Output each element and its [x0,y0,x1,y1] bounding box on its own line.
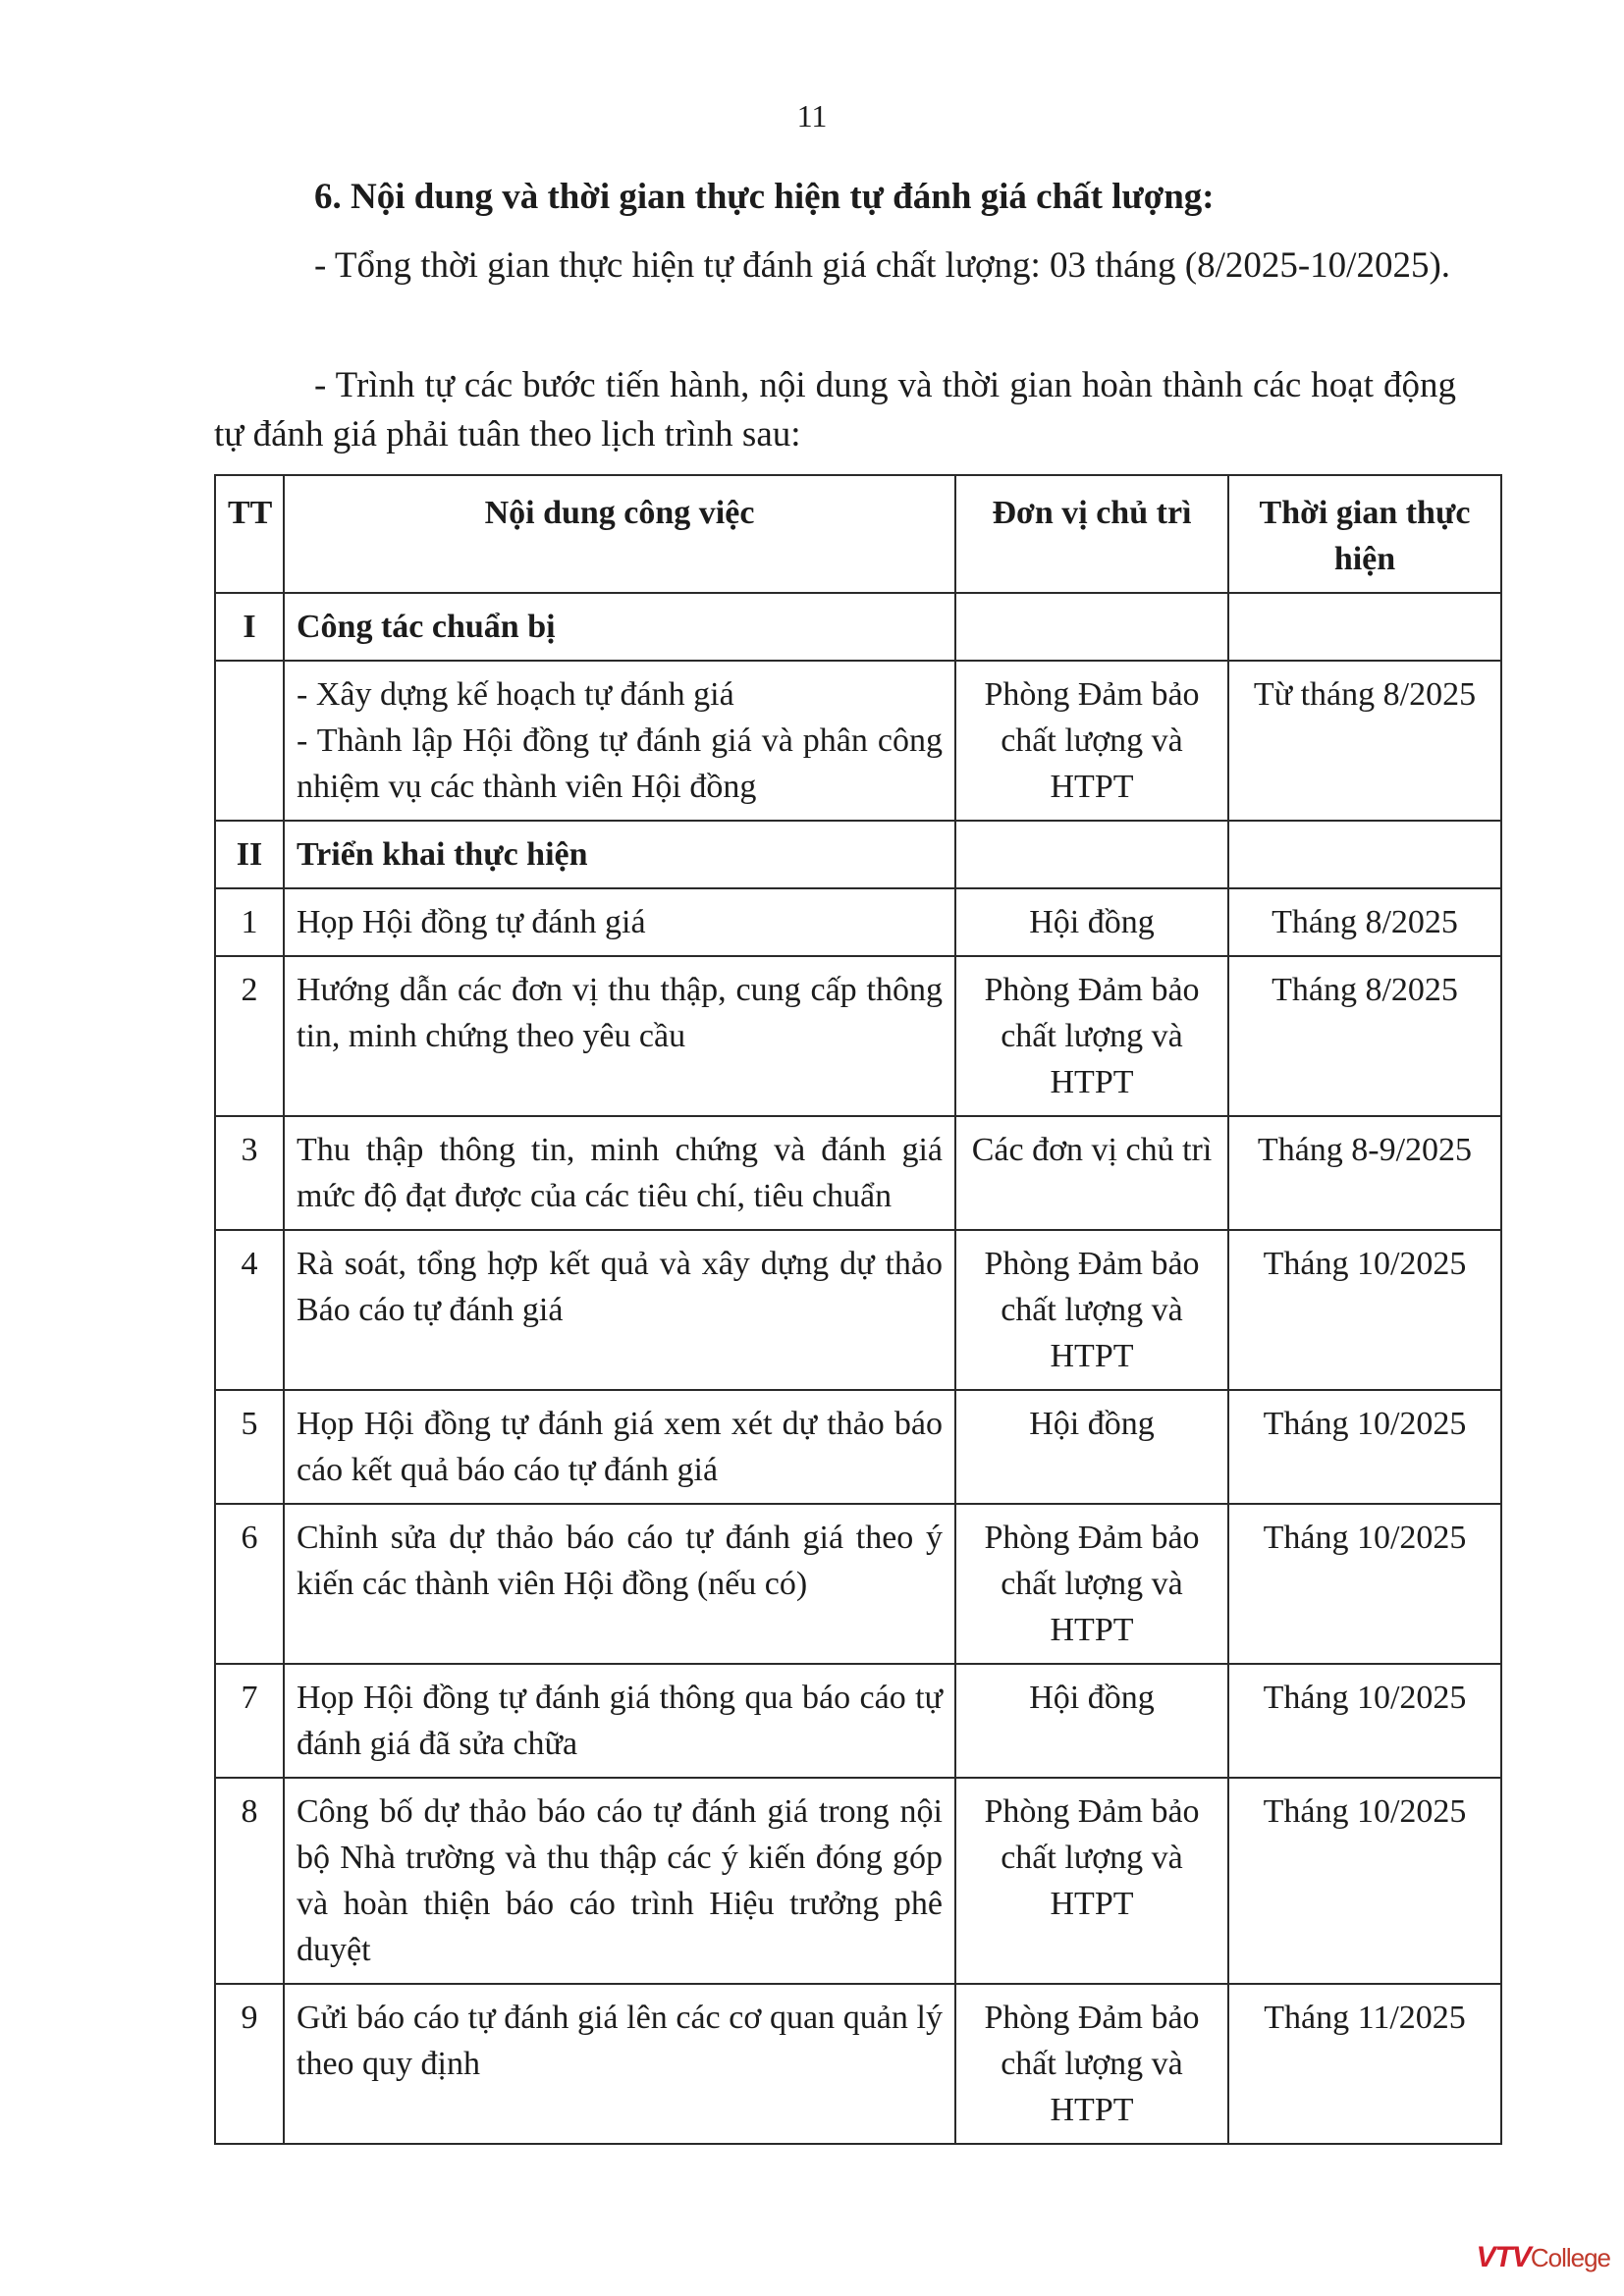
table-row-preparation-tasks [215,661,1501,821]
table-row [215,1778,1501,1984]
responsible-unit: Hội đồng [955,1390,1228,1504]
table-row [215,956,1501,1116]
task-content: Hướng dẫn các đơn vị thu thập, cung cấp thông tin, minh chứng theo yêu cầu [284,956,955,1116]
implementation-time: Tháng 11/2025 [1228,1984,1501,2144]
table-row [215,1230,1501,1390]
logo-suffix: College [1530,2243,1610,2272]
table-row [215,1116,1501,1230]
table-header-row [215,475,1501,593]
task-content: Thu thập thông tin, minh chứng và đánh giá mức độ đạt được của các tiêu chí, tiêu chuẩn [284,1116,955,1230]
page-number: 11 [796,98,828,133]
empty-cell [1228,821,1501,888]
row-number: 9 [215,1984,284,2144]
row-number: 2 [215,956,284,1116]
vtv-college-logo [1476,2241,1610,2274]
header-time: Thời gian thực hiện [1228,475,1501,593]
responsible-unit: Phòng Đảm bảo chất lượng và HTPT [955,1504,1228,1664]
empty-cell [1228,593,1501,661]
section-row-implementation [215,821,1501,888]
section-number: II [215,821,284,888]
implementation-time: Tháng 10/2025 [1228,1504,1501,1664]
task-content [284,661,955,821]
implementation-time: Tháng 10/2025 [1228,1664,1501,1778]
implementation-time: Tháng 10/2025 [1228,1230,1501,1390]
table-row [215,1390,1501,1504]
task-content: Chỉnh sửa dự thảo báo cáo tự đánh giá theo ý kiến các thành viên Hội đồng (nếu có) [284,1504,955,1664]
header-unit: Đơn vị chủ trì [955,475,1228,593]
responsible-unit: Phòng Đảm bảo chất lượng và HTPT [955,1230,1228,1390]
responsible-unit: Phòng Đảm bảo chất lượng và HTPT [955,1778,1228,1984]
responsible-unit: Hội đồng [955,1664,1228,1778]
section-title: Triển khai thực hiện [284,821,955,888]
implementation-time: Tháng 8-9/2025 [1228,1116,1501,1230]
implementation-time: Tháng 10/2025 [1228,1778,1501,1984]
paragraph-total-time: - Tổng thời gian thực hiện tự đánh giá chất lượng: 03 tháng (8/2025-10/2025). [314,245,1451,286]
section-heading: 6. Nội dung và thời gian thực hiện tự đánh giá chất lượng: [314,177,1215,217]
row-number: 6 [215,1504,284,1664]
responsible-unit: Các đơn vị chủ trì [955,1116,1228,1230]
header-content: Nội dung công việc [284,475,955,593]
responsible-unit: Phòng Đảm bảo chất lượng và HTPT [955,956,1228,1116]
task-content: Họp Hội đồng tự đánh giá xem xét dự thảo báo cáo kết quả báo cáo tự đánh giá [284,1390,955,1504]
implementation-time: Tháng 8/2025 [1228,956,1501,1116]
table-row [215,1664,1501,1778]
implementation-time: Tháng 8/2025 [1228,888,1501,956]
task-content: Họp Hội đồng tự đánh giá [284,888,955,956]
row-number: 5 [215,1390,284,1504]
empty-cell [215,661,284,821]
table-row [215,888,1501,956]
header-tt: TT [215,475,284,593]
logo-brand: VTV [1476,2241,1531,2273]
implementation-time: Tháng 10/2025 [1228,1390,1501,1504]
section-number: I [215,593,284,661]
paragraph-schedule-intro: - Trình tự các bước tiến hành, nội dung và thời gian hoàn thành các hoạt động tự đánh giá phải tuân theo lịch trình sau: [214,365,1456,454]
table-row [215,1984,1501,2144]
responsible-unit: Hội đồng [955,888,1228,956]
responsible-unit: Phòng Đảm bảo chất lượng và HTPT [955,661,1228,821]
task-content: Rà soát, tổng hợp kết quả và xây dựng dự thảo Báo cáo tự đánh giá [284,1230,955,1390]
section-title: Công tác chuẩn bị [284,593,955,661]
implementation-time: Từ tháng 8/2025 [1228,661,1501,821]
empty-cell [955,593,1228,661]
responsible-unit: Phòng Đảm bảo chất lượng và HTPT [955,1984,1228,2144]
row-number: 7 [215,1664,284,1778]
row-number: 3 [215,1116,284,1230]
task-line: - Thành lập Hội đồng tự đánh giá và phân công nhiệm vụ các thành viên Hội đồng [297,722,943,805]
schedule-table [214,474,1502,2145]
empty-cell [955,821,1228,888]
task-content: Gửi báo cáo tự đánh giá lên các cơ quan quản lý theo quy định [284,1984,955,2144]
row-number: 4 [215,1230,284,1390]
task-content: Họp Hội đồng tự đánh giá thông qua báo cáo tự đánh giá đã sửa chữa [284,1664,955,1778]
row-number: 1 [215,888,284,956]
section-row-preparation [215,593,1501,661]
task-line: - Xây dựng kế hoạch tự đánh giá [297,676,734,713]
task-content: Công bố dự thảo báo cáo tự đánh giá trong nội bộ Nhà trường và thu thập các ý kiến đóng góp và hoàn thiện báo cáo trình Hiệu trưởng phê duyệt [284,1778,955,1984]
table-row [215,1504,1501,1664]
row-number: 8 [215,1778,284,1984]
